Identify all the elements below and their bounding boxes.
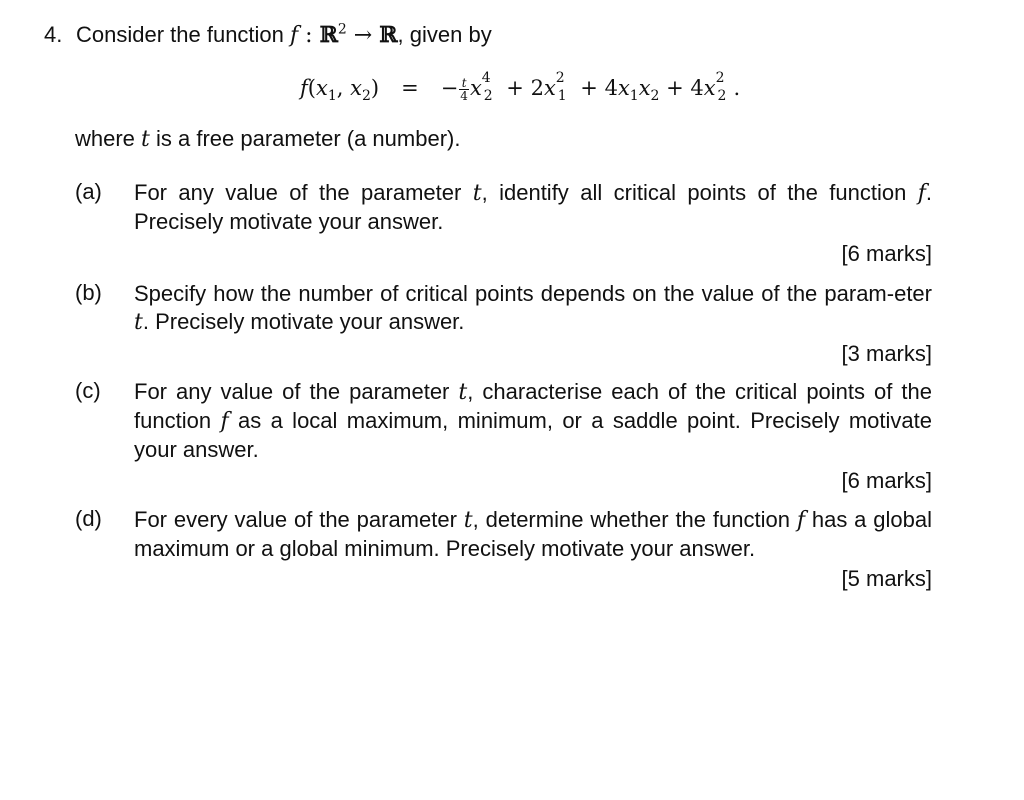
part-label: (a) [75,179,102,204]
part-c [75,378,932,464]
marks-part-a: [6 marks] [841,241,932,266]
part-label: (c) [75,378,101,403]
function-definition-formula: $f(x_1$, $x_2$) = − $\frac{t}{4}$ $x_{42} + 2x_{21} + 4x_1x_2 + 4x_{22}$ . [300,70,741,105]
question-heading: 4. Consider the function f : ℝ$^2$ → ℝ, given by [44,21,492,48]
part-b [75,280,932,337]
marks-part-c: [6 marks] [841,468,932,493]
part-text: For every value of the parameter t, determine whether the function f has a global maximum or a global minimum. Precisely motivate your answer. [134,507,933,561]
marks-part-d: [5 marks] [841,566,932,591]
part-d [75,506,932,563]
part-label: (b) [75,280,102,305]
marks-part-b: [3 marks] [841,341,932,366]
function-signature: f [290,23,299,48]
part-a [75,179,932,236]
part-label: (d) [75,506,102,531]
part-text: Specify how the number of critical points depends on the value of the param-eter t. Precisely motivate your answer. [134,281,932,335]
question-number: 4. [44,22,63,47]
part-text: For any value of the parameter t, identify all critical points of the function f. Precisely motivate your answer. [134,180,932,234]
part-text: For any value of the parameter t, characterise each of the critical points of the function f as a local maximum, minimum, or a saddle point. Precisely motivate your answer. [134,379,933,462]
intro-prefix: Consider the function [76,22,291,47]
parameter-note: where t is a free parameter (a number). [75,126,461,152]
intro-suffix: , given by [397,22,492,47]
